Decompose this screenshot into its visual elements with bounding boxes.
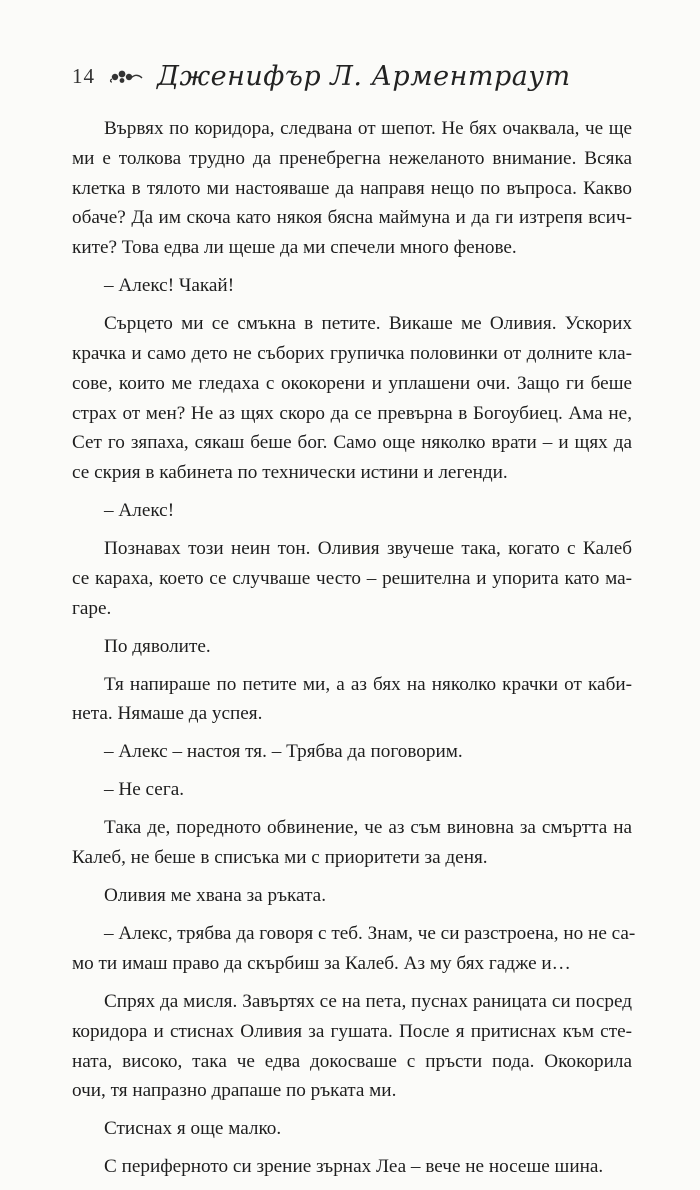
paragraph: [72, 271, 632, 301]
paragraph: [72, 987, 632, 1106]
text-line: страх от мен? Не аз щях скоро да се превърна в Богоубиец. Ама не,: [72, 402, 632, 424]
body-text: [72, 114, 636, 1190]
paragraph: [72, 114, 632, 263]
text-line: – Не сега.: [104, 779, 185, 801]
text-line: се караха, което се случваше често – решителна и упорита като ма-: [72, 567, 632, 589]
text-line: крачка и само дето не съборих групичка половинки от долните кла-: [72, 342, 632, 364]
text-line: Оливия ме хвана за ръката.: [104, 885, 326, 907]
text-line: Така де, поредното обвинение, че аз съм виновна за смъртта на: [104, 817, 632, 839]
text-line: мо ти имаш право да скърбиш за Калеб. Аз му бях гадже и…: [72, 952, 571, 974]
text-line: обаче? Да им скоча като някоя бясна маймуна и да ги изтрепя всич-: [72, 207, 632, 229]
text-line: ките? Това едва ли щеше да ми спечели много фенове.: [72, 237, 517, 259]
floral-ornament-icon: [109, 68, 143, 84]
text-line: Сет го зяпаха, сякаш беше бог. Само още няколко врати – и щях да: [72, 432, 632, 454]
paragraph: [72, 775, 632, 805]
text-line: нета. Нямаше да успея.: [72, 703, 263, 725]
text-line: сове, които ме гледаха с ококорени и уплашени очи. Защо ги беше: [72, 372, 632, 394]
paragraph: [72, 670, 632, 730]
paragraph: [72, 632, 632, 662]
text-line: се скрия в кабинета по технически истини и легенди.: [72, 462, 508, 484]
text-line: Спрях да мисля. Завъртях се на пета, пуснах раницата си посред: [104, 990, 632, 1012]
paragraph: [72, 496, 632, 526]
paragraph: [72, 737, 632, 767]
text-line: ми е толкова трудно да пренебрегна нежеланото внимание. Всяка: [72, 147, 632, 169]
text-line: Сърцето ми се смъкна в петите. Викаше ме Оливия. Ускорих: [104, 313, 632, 335]
text-line: По дяволите.: [104, 635, 211, 657]
text-line: Познавах този неин тон. Оливия звучеше така, когато с Калеб: [104, 538, 632, 560]
text-line: Стиснах я още малко.: [104, 1118, 282, 1140]
text-line: – Алекс – настоя тя. – Трябва да поговорим.: [104, 741, 463, 763]
text-line: – Алекс! Чакай!: [104, 275, 235, 297]
text-line: Калеб, не беше в списъка ми с приоритети за деня.: [72, 847, 488, 869]
text-line: Вървях по коридора, следвана от шепот. Не бях очаквала, че ще: [104, 118, 632, 139]
text-line: ната, високо, така че едва докосваше с пръсти пода. Ококорила: [72, 1050, 632, 1072]
text-line: С периферното си зрение зърнах Леа – вече не носеше шина.: [104, 1156, 604, 1178]
paragraph: [72, 881, 632, 911]
running-head-author: Дженифър Л. Арментраут: [157, 60, 571, 92]
text-line: коридора и стиснах Оливия за гушата. После я притиснах към сте-: [72, 1020, 632, 1042]
paragraph: [72, 919, 636, 979]
paragraph: [72, 534, 632, 623]
page-number: 14: [72, 63, 95, 88]
paragraph: [72, 309, 632, 488]
text-line: – Алекс!: [104, 500, 175, 522]
page-header: [72, 58, 571, 94]
text-line: – Алекс, трябва да говоря с теб. Знам, че си разстроена, но не са-: [104, 923, 636, 945]
text-line: гаре.: [72, 597, 112, 619]
text-line: клетка в тялото ми настояваше да направя нещо по въпроса. Какво: [72, 177, 632, 199]
paragraph: [72, 813, 632, 873]
paragraph: [72, 1152, 632, 1182]
text-line: очи, тя напразно драпаше по ръката ми.: [72, 1080, 397, 1102]
paragraph: [72, 1114, 632, 1144]
text-line: Тя напираше по петите ми, а аз бях на няколко крачки от каби-: [104, 673, 632, 695]
